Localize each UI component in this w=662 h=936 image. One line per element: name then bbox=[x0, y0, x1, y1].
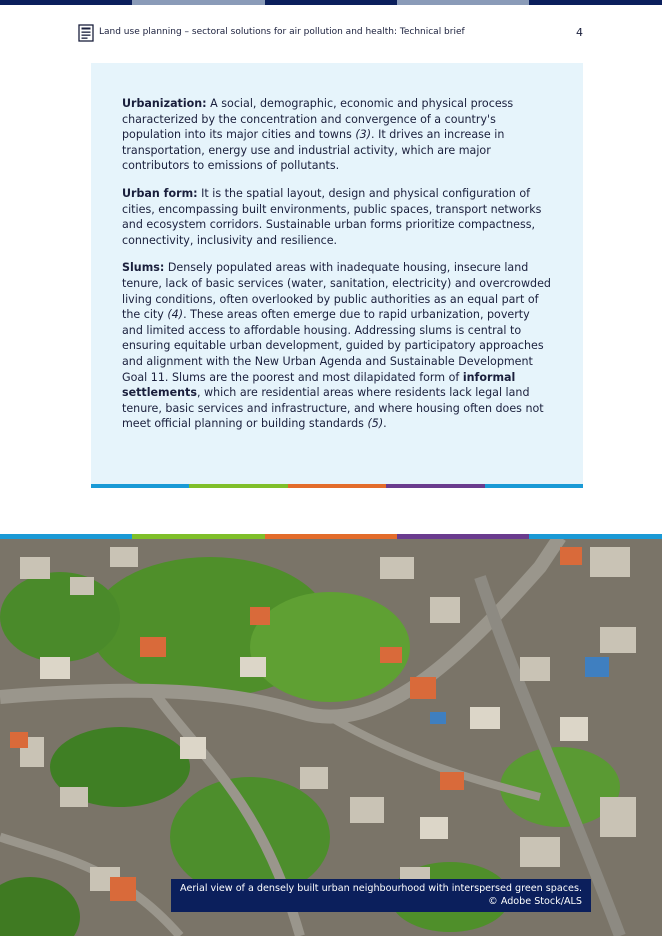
photo-caption bbox=[171, 879, 591, 912]
reference: (5) bbox=[367, 417, 384, 431]
term-urban-form: Urban form: bbox=[122, 186, 198, 200]
term-urbanization: Urbanization: bbox=[122, 97, 207, 110]
reference: (4) bbox=[167, 308, 184, 322]
reference: (3) bbox=[355, 128, 372, 142]
definitions-box bbox=[91, 63, 583, 484]
caption-text: Aerial view of a densely built urban neighbourhood with interspersed green spaces. bbox=[180, 883, 582, 894]
caption-credit: © Adobe Stock/ALS bbox=[488, 896, 582, 907]
aerial-neighbourhood-image bbox=[0, 537, 662, 936]
page-number: 4 bbox=[576, 26, 583, 39]
document-icon bbox=[78, 24, 94, 42]
box-color-stripe bbox=[91, 484, 583, 488]
header-title: Land use planning – sectoral solutions for air pollution and health: Technical brief bbox=[99, 27, 465, 37]
term-informal-settlements: informal settlements bbox=[122, 370, 516, 400]
term-slums: Slums: bbox=[122, 261, 165, 275]
definition-urban-form: Urban form: It is the spatial layout, design and physical configuration of cities, encompassing built environments, public spaces, transport networks and ecosystem corridors. Sustainable urban forms prioritize compactness, connectivity, inclusivity and resilience. bbox=[122, 186, 542, 247]
photo-color-stripe bbox=[0, 534, 662, 539]
aerial-photo bbox=[0, 537, 662, 936]
definition-urbanization: Urbanization: A social, demographic, economic and physical process characterized by the concentration and convergence of a country's population into its major cities and towns (3). It drives an increase in transportation, energy use and industrial activity, which are major contributors to emissions of pollutants. bbox=[122, 97, 514, 173]
page-header bbox=[78, 24, 583, 42]
definition-slums: Slums: Densely populated areas with inadequate housing, insecure land tenure, lack of basic services (water, sanitation, electricity) and overcrowded living conditions, often overlooked by public authorities as an equal part of the city (4). These areas often emerge due to rapid urbanization, poverty and limited access to affordable housing. Addressing slums is central to ensuring equitable urban development, guided by participatory approaches and alignment with the New Urban Agenda and Sustainable Development Goal 11. Slums are the poorest and most dilapidated form of informal settlements, which are residential areas where residents lack legal land tenure, basic services and infrastructure, and where housing often does not meet official planning or building standards (5). bbox=[122, 261, 551, 431]
top-color-bar bbox=[0, 0, 662, 5]
